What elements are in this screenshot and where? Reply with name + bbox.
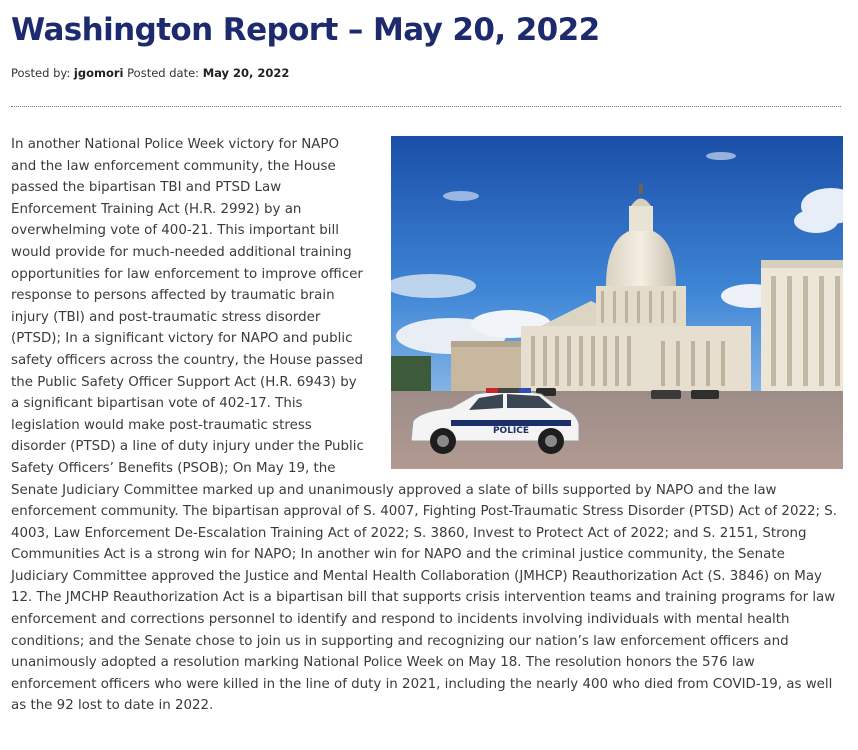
posted-date-label: Posted date: bbox=[127, 66, 200, 80]
divider bbox=[11, 106, 841, 107]
author-link[interactable]: jgomori bbox=[73, 66, 124, 80]
police-car-label: POLICE bbox=[492, 426, 530, 436]
posted-date: May 20, 2022 bbox=[202, 66, 290, 80]
article bbox=[11, 134, 843, 717]
article-body: In another National Police Week victory for NAPO and the law enforcement community, the House passed the bipartisan TBI and PTSD Law Enforcement Training Act (H.R. 2992) by an overwhelming vote of 400-21. This important bill would provide for much-needed additional training opportunities for law enforcement to improve officer response to persons affected by traumatic brain injury (TBI) and post-traumatic stress disorder (PTSD); In a significant victory for NAPO and public safety officers across the country, the House passed the Public Safety Officer Support Act (H.R. 6943) by a significant bipartisan vote of 402-17. This legislation would make post-traumatic stress disorder (PTSD) a line of duty injury under the Public Safety Officers’ Benefits (PSOB); On May 19, the Senate Judiciary Committee marked up and unanimously approved a slate of bills supported by NAPO and the law enforcement community. The bipartisan approval of S. 4007, Fighting Post-Traumatic Stress Disorder (PTSD) Act of 2022; S. 4003, Law Enforcement De-Escalation Training Act of 2022; S. 3860, Invest to Protect Act of 2022; and S. 2151, Strong Communities Act is a strong win for NAPO; In another win for NAPO and the criminal justice community, the Senate Judiciary Committee approved the Justice and Mental Health Collaboration (JMHCP) Reauthorization Act (S. 3846) on May 12. The JMCHP Reauthorization Act is a bipartisan bill that supports crisis intervention teams and training programs for law enforcement and corrections personnel to identify and respond to incidents involving individuals with mental health conditions; and the Senate chose to join us in supporting and recognizing our nation’s law enforcement officers and unanimously adopted a resolution marking National Police Week on May 18. The resolution honors the 576 law enforcement officers who were killed in the line of duty in 2021, including the nearly 400 who died from COVID-19, as well as the 92 lost to date in 2022. bbox=[11, 137, 838, 714]
post-meta bbox=[11, 66, 289, 80]
capitol-police-car-image bbox=[391, 136, 843, 469]
posted-by-label: Posted by: bbox=[11, 66, 71, 80]
page-title: Washington Report – May 20, 2022 bbox=[11, 12, 600, 48]
